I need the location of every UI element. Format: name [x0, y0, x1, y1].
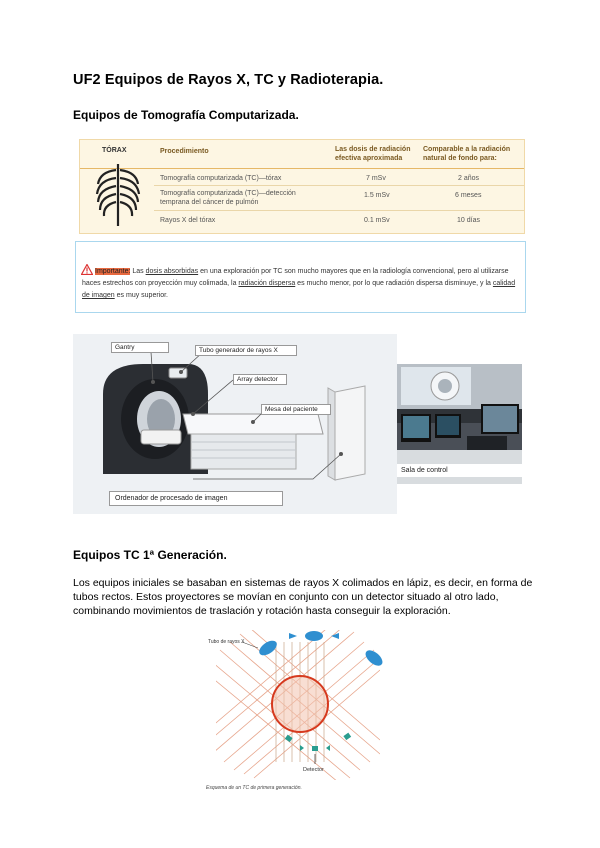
row1-procedure: Tomografía computarizada (TC)—tórax — [160, 175, 282, 182]
header-procedure: Procedimiento — [160, 148, 209, 155]
ct-scanner-figure — [73, 334, 397, 514]
label-xray-tube: Tubo generador de rayos X — [195, 345, 297, 356]
radiation-dose-table — [79, 139, 525, 234]
section-heading-first-gen: Equipos TC 1ª Generación. — [73, 548, 227, 562]
first-gen-ct-diagram — [204, 622, 390, 792]
important-text-part: es muy superior. — [114, 292, 169, 299]
ribcage-icon — [94, 162, 142, 228]
important-text-part: es mucho menor, por lo que radiación dispersa disminuye, y la — [295, 280, 493, 287]
label-image-computer: Ordenador de procesado de imagen — [109, 491, 283, 506]
table-divider — [154, 210, 524, 211]
link-absorbed-dose[interactable]: dosis absorbidas — [145, 268, 199, 275]
label-control-room: Sala de control — [397, 464, 522, 477]
row2-comparable: 6 meses — [455, 192, 482, 199]
table-divider — [154, 185, 524, 186]
figure-caption: Esquema de un TC de primera generación. — [206, 785, 302, 791]
link-image-quality[interactable]: calidad de imagen — [82, 280, 516, 299]
label-gantry: Gantry — [111, 342, 169, 353]
label-detector: Detector — [303, 767, 324, 773]
table-corner-label: TÓRAX — [102, 147, 127, 154]
important-text-part: en una exploración por TC son mucho mayores que en la radiología convencional, pero al utilizarse haces estrechos con proyección muy colimada, la — [82, 268, 509, 287]
row1-dose: 7 mSv — [366, 175, 386, 182]
body-paragraph: Los equipos iniciales se basaban en sistemas de rayos X colimados en lápiz, es decir, en forma de tubos rectos. Estos proyectores se movían en conjunto con un detector situado al otro lado, combinando movimientos de traslación y rotación hasta conseguir la exploración. — [73, 577, 533, 617]
row1-comparable: 2 años — [458, 175, 480, 182]
row3-dose: 0.1 mSv — [364, 217, 390, 224]
header-dose: Las dosis de radiación efectiva aproximada — [335, 146, 411, 162]
section-heading-ct: Equipos de Tomografía Computarizada. — [73, 108, 299, 122]
row2-dose: 1.5 mSv — [364, 192, 390, 199]
row3-comparable: 10 días — [457, 217, 480, 224]
control-room-photo — [397, 364, 522, 484]
important-label: Importante: — [95, 268, 131, 275]
important-note-box — [75, 241, 526, 313]
label-array-detector: Array detector — [233, 374, 287, 385]
row2-procedure: Tomografía computarizada (TC)—detección temprana del cáncer de pulmón — [160, 190, 296, 206]
link-scattered-radiation[interactable]: radiación dispersa — [238, 280, 296, 287]
label-xray-tube-diagram: Tubo de rayos X — [208, 639, 245, 645]
row3-procedure: Rayos X del tórax — [160, 217, 216, 224]
ct-scanner-illustration — [73, 334, 397, 514]
header-comparable: Comparable a la radiación natural de fondo para: — [423, 146, 511, 162]
important-text — [82, 266, 522, 302]
translate-rotate-diagram — [204, 622, 390, 784]
important-text-part: Las — [130, 268, 146, 275]
label-patient-table: Mesa del paciente — [261, 404, 331, 415]
page-title: UF2 Equipos de Rayos X, TC y Radioterapia. — [73, 72, 384, 88]
